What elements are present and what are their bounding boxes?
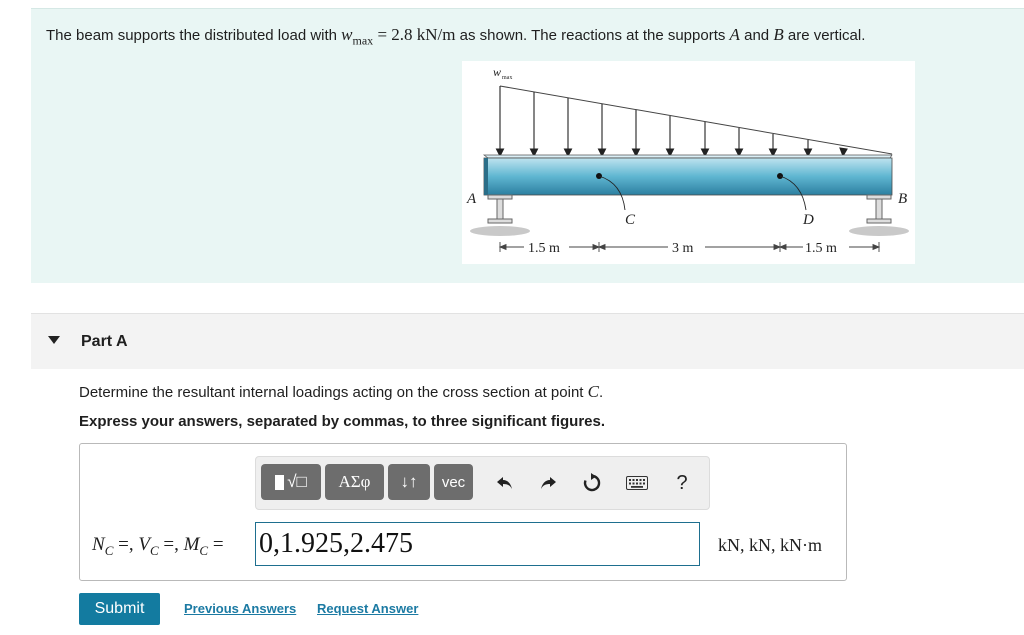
support-b-label: B xyxy=(898,191,908,207)
point-c-label: C xyxy=(625,212,636,228)
redo-icon[interactable] xyxy=(536,470,560,496)
arrows-button[interactable]: ↓↑ xyxy=(388,464,430,500)
answer-input[interactable] xyxy=(255,522,700,566)
undo-icon[interactable] xyxy=(493,470,517,496)
answer-box xyxy=(79,443,847,581)
dim-label-3: 1.5 m xyxy=(805,241,837,256)
dim-label-1: 1.5 m xyxy=(528,241,560,256)
part-title: Part A xyxy=(81,333,128,350)
support-a-symbol: A xyxy=(729,25,740,44)
problem-text-start: The beam supports the distributed load with xyxy=(46,27,342,44)
template-box-icon xyxy=(275,475,284,490)
load-arrows xyxy=(497,86,848,156)
request-answer-link[interactable]: Request Answer xyxy=(317,601,419,616)
problem-panel xyxy=(31,8,1024,283)
beam-diagram xyxy=(462,61,915,264)
answer-label: $N_C$ =, $V_C$ =, $M_C$ = xyxy=(92,534,224,558)
greek-symbols-button[interactable]: ΑΣφ xyxy=(325,464,384,500)
load-line xyxy=(500,86,892,154)
support-a xyxy=(488,195,512,223)
reset-icon[interactable] xyxy=(580,470,604,496)
support-b-symbol: B xyxy=(773,25,784,44)
units-label: kN, kN, kN·m xyxy=(718,535,822,555)
help-button[interactable]: ? xyxy=(676,471,688,494)
submit-button[interactable]: Submit xyxy=(79,593,160,625)
support-b xyxy=(867,195,891,223)
instruction-text: Express your answers, separated by commas, to three significant figures. xyxy=(79,413,606,430)
keyboard-icon[interactable] xyxy=(625,470,649,496)
point-c-symbol: C xyxy=(587,382,599,401)
beam-top xyxy=(484,155,892,158)
problem-statement: The beam supports the distributed load with $w_{max} = 2.8$ kN/m as shown. The reactions at the supports A and B are vertical. xyxy=(46,25,866,48)
vec-button[interactable]: vec xyxy=(434,464,473,500)
point-d-label: D xyxy=(803,212,814,228)
beam-figure xyxy=(462,61,915,264)
part-a-header[interactable] xyxy=(31,313,1024,369)
dim-label-2: 3 m xyxy=(672,241,694,256)
problem-text-middle: as shown. The reactions at the supports xyxy=(455,27,730,44)
load-label-sub: max xyxy=(502,75,513,81)
load-label: w xyxy=(493,65,502,79)
wmax-symbol: $w_{max} = 2.8$ kN/m xyxy=(341,25,456,48)
math-toolbar xyxy=(255,456,710,510)
previous-answers-link[interactable]: Previous Answers xyxy=(184,601,297,616)
templates-button[interactable]: √□ xyxy=(261,464,321,500)
support-a-label: A xyxy=(467,191,477,207)
collapse-triangle-icon[interactable] xyxy=(48,336,60,344)
question-text: Determine the resultant internal loadings acting on the cross section at point C. xyxy=(79,382,604,401)
beam-body xyxy=(484,158,892,195)
